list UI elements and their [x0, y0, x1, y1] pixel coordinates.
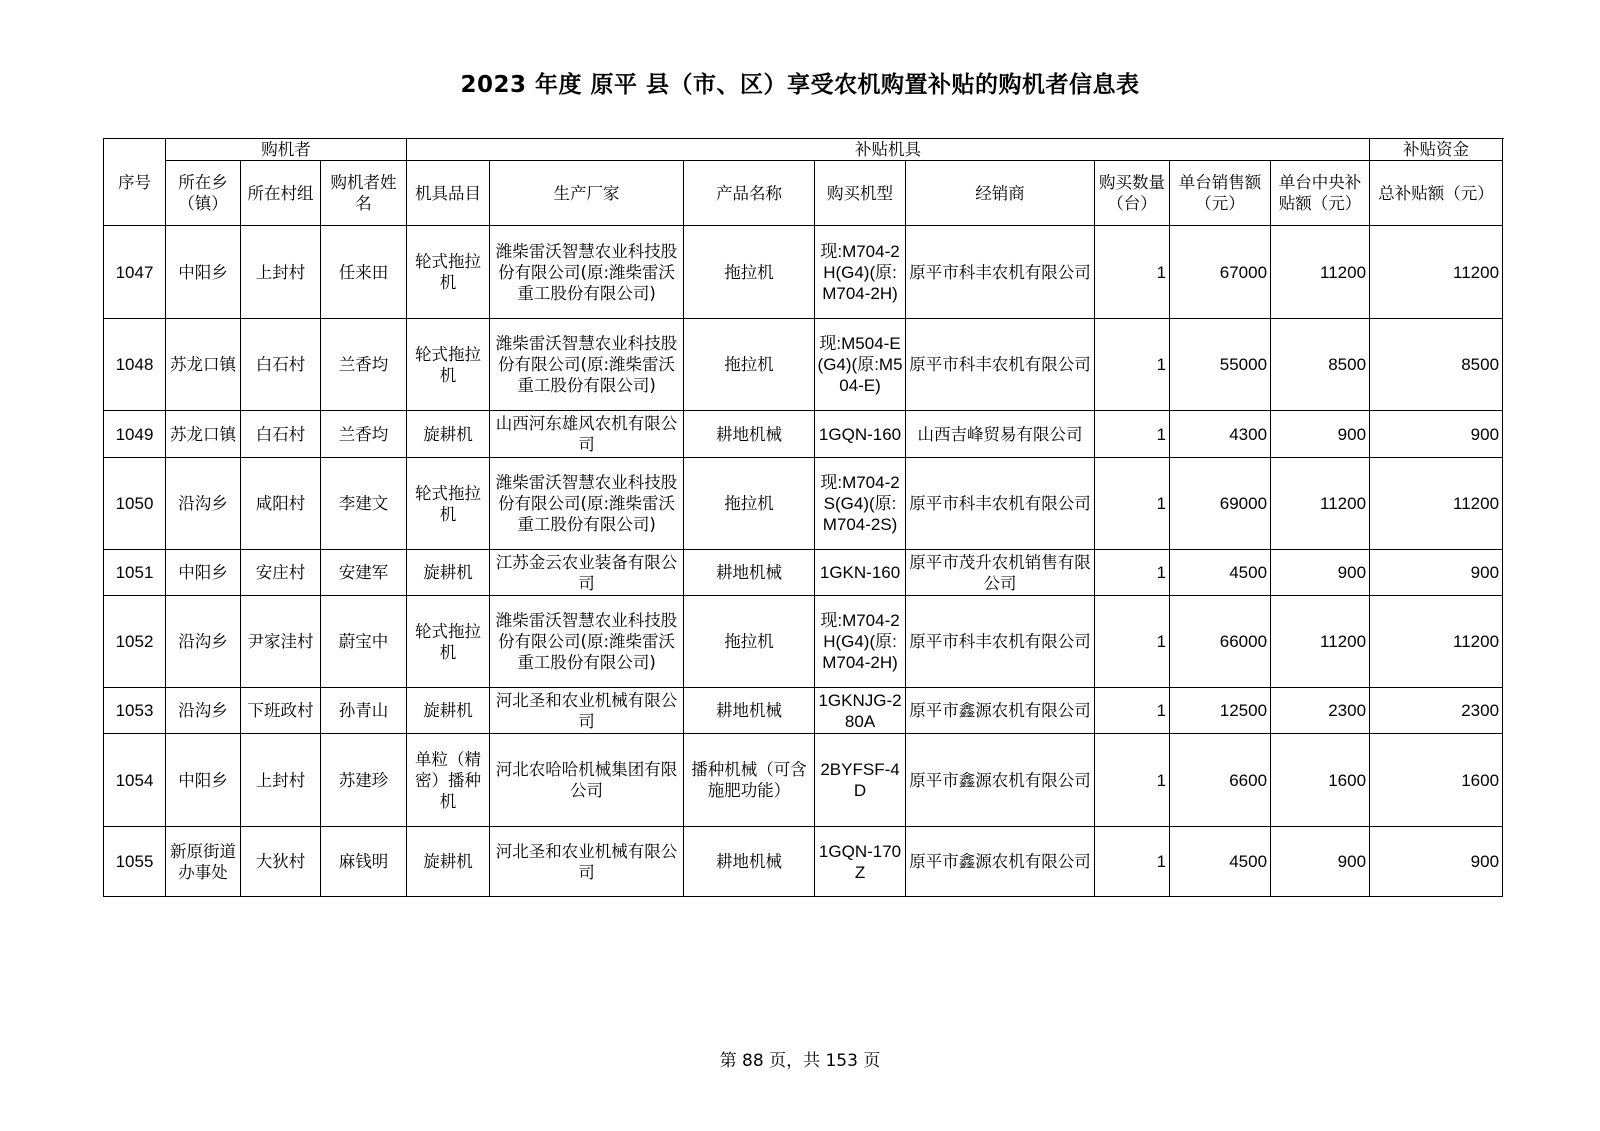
- cell-central: 1600: [1271, 734, 1370, 827]
- cell-total: 900: [1370, 411, 1503, 458]
- cell-dealer: 原平市鑫源农机有限公司: [906, 688, 1095, 734]
- cell-category: 轮式拖拉机: [407, 596, 490, 688]
- cell-product: 耕地机械: [684, 827, 815, 897]
- table-row: [104, 226, 1503, 319]
- page-title: 2023 年度 原平 县（市、区）享受农机购置补贴的购机者信息表: [460, 72, 1140, 98]
- cell-town: 沿沟乡: [166, 688, 241, 734]
- cell-qty: 1: [1095, 411, 1170, 458]
- table-row: [104, 596, 1503, 688]
- cell-no: 1047: [104, 226, 166, 319]
- col-header-name: 购机者姓名: [321, 161, 407, 226]
- subsidy-table: [103, 138, 1503, 897]
- cell-name: 兰香均: [321, 319, 407, 411]
- cell-model: 1GQN-160: [815, 411, 906, 458]
- cell-category: 轮式拖拉机: [407, 319, 490, 411]
- cell-central: 900: [1271, 827, 1370, 897]
- cell-dealer: 原平市科丰农机有限公司: [906, 226, 1095, 319]
- cell-town: 中阳乡: [166, 734, 241, 827]
- cell-maker: 潍柴雷沃智慧农业科技股份有限公司(原:潍柴雷沃重工股份有限公司): [490, 319, 684, 411]
- cell-village: 上封村: [241, 734, 321, 827]
- cell-no: 1051: [104, 550, 166, 596]
- cell-total: 8500: [1370, 319, 1503, 411]
- cell-price: 4500: [1170, 550, 1271, 596]
- cell-village: 上封村: [241, 226, 321, 319]
- cell-village: 尹家洼村: [241, 596, 321, 688]
- cell-model: 现:M704-2S(G4)(原:M704-2S): [815, 458, 906, 550]
- cell-town: 苏龙口镇: [166, 319, 241, 411]
- cell-central: 900: [1271, 550, 1370, 596]
- cell-price: 55000: [1170, 319, 1271, 411]
- cell-price: 6600: [1170, 734, 1271, 827]
- cell-town: 新原街道办事处: [166, 827, 241, 897]
- table-row: [104, 319, 1503, 411]
- cell-price: 12500: [1170, 688, 1271, 734]
- cell-qty: 1: [1095, 319, 1170, 411]
- group-header-buyer: 购机者: [166, 139, 407, 161]
- cell-name: 苏建珍: [321, 734, 407, 827]
- cell-maker: 河北农哈哈机械集团有限公司: [490, 734, 684, 827]
- cell-village: 下班政村: [241, 688, 321, 734]
- cell-model: 2BYFSF-4D: [815, 734, 906, 827]
- cell-category: 旋耕机: [407, 411, 490, 458]
- col-header-no: 序号: [104, 139, 166, 226]
- cell-model: 1GQN-170Z: [815, 827, 906, 897]
- cell-product: 播种机械（可含施肥功能）: [684, 734, 815, 827]
- cell-central: 900: [1271, 411, 1370, 458]
- cell-maker: 潍柴雷沃智慧农业科技股份有限公司(原:潍柴雷沃重工股份有限公司): [490, 226, 684, 319]
- cell-price: 4500: [1170, 827, 1271, 897]
- cell-village: 咸阳村: [241, 458, 321, 550]
- cell-maker: 江苏金云农业装备有限公司: [490, 550, 684, 596]
- cell-category: 轮式拖拉机: [407, 458, 490, 550]
- cell-product: 耕地机械: [684, 550, 815, 596]
- cell-town: 中阳乡: [166, 550, 241, 596]
- cell-qty: 1: [1095, 596, 1170, 688]
- cell-model: 1GKNJG-280A: [815, 688, 906, 734]
- cell-category: 旋耕机: [407, 827, 490, 897]
- cell-central: 11200: [1271, 458, 1370, 550]
- cell-category: 轮式拖拉机: [407, 226, 490, 319]
- cell-price: 4300: [1170, 411, 1271, 458]
- table-row: [104, 827, 1503, 897]
- cell-maker: 潍柴雷沃智慧农业科技股份有限公司(原:潍柴雷沃重工股份有限公司): [490, 458, 684, 550]
- col-header-model: 购买机型: [815, 161, 906, 226]
- cell-total: 1600: [1370, 734, 1503, 827]
- col-header-qty: 购买数量（台）: [1095, 161, 1170, 226]
- cell-qty: 1: [1095, 458, 1170, 550]
- cell-no: 1052: [104, 596, 166, 688]
- cell-product: 拖拉机: [684, 319, 815, 411]
- cell-name: 李建文: [321, 458, 407, 550]
- cell-total: 11200: [1370, 458, 1503, 550]
- cell-category: 旋耕机: [407, 688, 490, 734]
- col-header-total: 总补贴额（元）: [1370, 161, 1503, 226]
- cell-no: 1055: [104, 827, 166, 897]
- cell-qty: 1: [1095, 827, 1170, 897]
- cell-model: 1GKN-160: [815, 550, 906, 596]
- cell-qty: 1: [1095, 734, 1170, 827]
- cell-no: 1048: [104, 319, 166, 411]
- cell-name: 兰香均: [321, 411, 407, 458]
- cell-dealer: 原平市茂升农机销售有限公司: [906, 550, 1095, 596]
- cell-total: 11200: [1370, 226, 1503, 319]
- cell-product: 拖拉机: [684, 458, 815, 550]
- cell-qty: 1: [1095, 688, 1170, 734]
- table-row: [104, 550, 1503, 596]
- cell-village: 白石村: [241, 411, 321, 458]
- table-row: [104, 734, 1503, 827]
- cell-total: 11200: [1370, 596, 1503, 688]
- cell-maker: 河北圣和农业机械有限公司: [490, 688, 684, 734]
- header-group-row: [104, 139, 1503, 161]
- cell-town: 沿沟乡: [166, 596, 241, 688]
- cell-model: 现:M704-2H(G4)(原:M704-2H): [815, 596, 906, 688]
- table-row: [104, 458, 1503, 550]
- cell-no: 1054: [104, 734, 166, 827]
- cell-product: 拖拉机: [684, 596, 815, 688]
- cell-name: 任来田: [321, 226, 407, 319]
- cell-town: 中阳乡: [166, 226, 241, 319]
- cell-price: 69000: [1170, 458, 1271, 550]
- cell-central: 11200: [1271, 596, 1370, 688]
- cell-price: 66000: [1170, 596, 1271, 688]
- cell-model: 现:M504-E(G4)(原:M504-E): [815, 319, 906, 411]
- group-header-fund: 补贴资金: [1370, 139, 1503, 161]
- cell-total: 900: [1370, 827, 1503, 897]
- cell-total: 900: [1370, 550, 1503, 596]
- cell-central: 2300: [1271, 688, 1370, 734]
- cell-dealer: 原平市鑫源农机有限公司: [906, 827, 1095, 897]
- cell-qty: 1: [1095, 550, 1170, 596]
- group-header-machine: 补贴机具: [407, 139, 1370, 161]
- cell-dealer: 山西吉峰贸易有限公司: [906, 411, 1095, 458]
- col-header-category: 机具品目: [407, 161, 490, 226]
- cell-product: 拖拉机: [684, 226, 815, 319]
- cell-price: 67000: [1170, 226, 1271, 319]
- cell-maker: 河北圣和农业机械有限公司: [490, 827, 684, 897]
- subsidy-table-container: [103, 138, 1503, 897]
- header-column-row: [104, 161, 1503, 226]
- cell-product: 耕地机械: [684, 411, 815, 458]
- cell-maker: 潍柴雷沃智慧农业科技股份有限公司(原:潍柴雷沃重工股份有限公司): [490, 596, 684, 688]
- col-header-maker: 生产厂家: [490, 161, 684, 226]
- cell-dealer: 原平市科丰农机有限公司: [906, 458, 1095, 550]
- col-header-village: 所在村组: [241, 161, 321, 226]
- cell-no: 1049: [104, 411, 166, 458]
- cell-model: 现:M704-2H(G4)(原:M704-2H): [815, 226, 906, 319]
- cell-name: 麻钱明: [321, 827, 407, 897]
- cell-village: 白石村: [241, 319, 321, 411]
- cell-name: 孙青山: [321, 688, 407, 734]
- cell-no: 1050: [104, 458, 166, 550]
- cell-product: 耕地机械: [684, 688, 815, 734]
- cell-dealer: 原平市科丰农机有限公司: [906, 319, 1095, 411]
- cell-total: 2300: [1370, 688, 1503, 734]
- cell-central: 8500: [1271, 319, 1370, 411]
- page-number: 第 88 页，共 153 页: [719, 1051, 881, 1071]
- cell-category: 旋耕机: [407, 550, 490, 596]
- col-header-product: 产品名称: [684, 161, 815, 226]
- cell-qty: 1: [1095, 226, 1170, 319]
- cell-town: 苏龙口镇: [166, 411, 241, 458]
- cell-category: 单粒（精密）播种机: [407, 734, 490, 827]
- col-header-town: 所在乡（镇）: [166, 161, 241, 226]
- cell-name: 安建军: [321, 550, 407, 596]
- cell-village: 大狄村: [241, 827, 321, 897]
- cell-dealer: 原平市科丰农机有限公司: [906, 596, 1095, 688]
- cell-maker: 山西河东雄风农机有限公司: [490, 411, 684, 458]
- col-header-price: 单台销售额（元）: [1170, 161, 1271, 226]
- cell-name: 蔚宝中: [321, 596, 407, 688]
- col-header-dealer: 经销商: [906, 161, 1095, 226]
- cell-village: 安庄村: [241, 550, 321, 596]
- col-header-central: 单台中央补贴额（元）: [1271, 161, 1370, 226]
- cell-no: 1053: [104, 688, 166, 734]
- cell-dealer: 原平市鑫源农机有限公司: [906, 734, 1095, 827]
- cell-central: 11200: [1271, 226, 1370, 319]
- table-row: [104, 688, 1503, 734]
- cell-town: 沿沟乡: [166, 458, 241, 550]
- table-row: [104, 411, 1503, 458]
